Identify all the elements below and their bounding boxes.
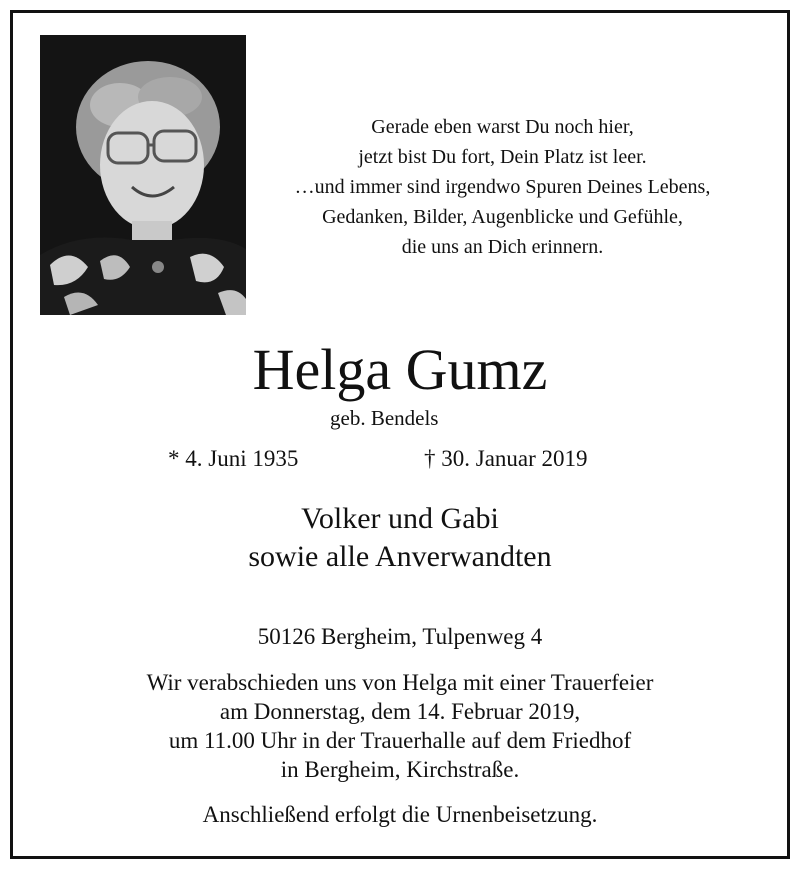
funeral-line: am Donnerstag, dem 14. Februar 2019,: [219, 699, 581, 724]
funeral-line: Wir verabschieden uns von Helga mit einer Trauerfeier: [146, 670, 654, 695]
funeral-details: [0, 668, 800, 784]
portrait-image: [40, 35, 246, 315]
poem-line: …und immer sind irgendwo Spuren Deines Lebens,: [294, 176, 711, 198]
funeral-line: um 11.00 Uhr in der Trauerhalle auf dem Friedhof: [168, 728, 632, 753]
death-date: † 30. Januar 2019: [424, 446, 588, 471]
mourners-line: Volker und Gabi: [301, 502, 499, 535]
deceased-name: Helga Gumz: [252, 337, 548, 402]
mourners: [0, 500, 800, 576]
poem-line: Gerade eben warst Du noch hier,: [371, 116, 634, 138]
poem-line: die uns an Dich erinnern.: [401, 236, 604, 258]
poem: [250, 112, 755, 262]
birth-date: * 4. Juni 1935: [168, 446, 299, 471]
burial-note: Anschließend erfolgt die Urnenbeisetzung.: [202, 802, 598, 827]
address: 50126 Bergheim, Tulpenweg 4: [257, 624, 543, 649]
maiden-name: geb. Bendels: [330, 406, 439, 430]
portrait-photo: [40, 35, 246, 315]
mourners-line: sowie alle Anverwandten: [248, 540, 552, 573]
funeral-line: in Bergheim, Kirchstraße.: [280, 757, 520, 782]
poem-line: Gedanken, Bilder, Augenblicke und Gefühle,: [322, 206, 683, 228]
poem-line: jetzt bist Du fort, Dein Platz ist leer.: [358, 146, 647, 168]
